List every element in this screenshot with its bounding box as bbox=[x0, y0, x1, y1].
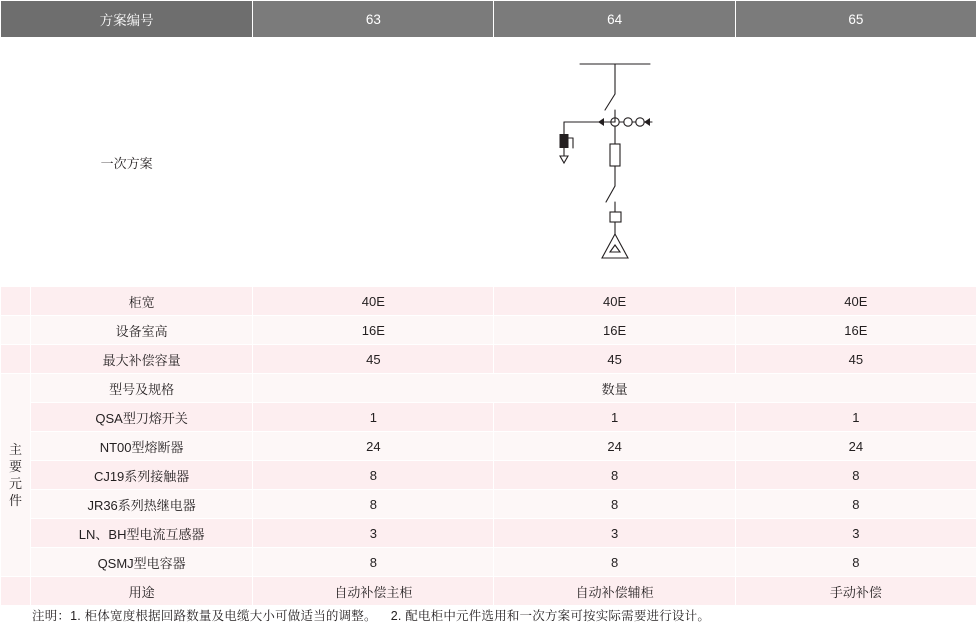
table-row bbox=[1, 548, 977, 577]
component-ct-63: 3 bbox=[253, 519, 494, 548]
row-capacity-63: 45 bbox=[253, 345, 494, 374]
usage-65: 手动补偿 bbox=[735, 577, 976, 606]
table-row bbox=[1, 519, 977, 548]
side-char-4: 件 bbox=[9, 493, 23, 508]
one-line-diagram-svg bbox=[540, 52, 690, 272]
component-label-qsmj: QSMJ型电容器 bbox=[31, 548, 253, 577]
component-nt00-63: 24 bbox=[253, 432, 494, 461]
component-label-cj19: CJ19系列接触器 bbox=[31, 461, 253, 490]
row-capacity-65: 45 bbox=[735, 345, 976, 374]
component-label-ct: LN、BH型电流互感器 bbox=[31, 519, 253, 548]
component-label-nt00: NT00型熔断器 bbox=[31, 432, 253, 461]
component-nt00-65: 24 bbox=[735, 432, 976, 461]
table-row-quantity-header bbox=[1, 374, 977, 403]
row-height-63: 16E bbox=[253, 316, 494, 345]
table-row bbox=[1, 345, 977, 374]
table-row-usage bbox=[1, 577, 977, 606]
table-row bbox=[1, 432, 977, 461]
table-row bbox=[1, 403, 977, 432]
component-cj19-63: 8 bbox=[253, 461, 494, 490]
component-jr36-65: 8 bbox=[735, 490, 976, 519]
diagram-cell-64 bbox=[494, 38, 735, 287]
row-capacity-64: 45 bbox=[494, 345, 735, 374]
diagram-cell-65 bbox=[735, 38, 976, 287]
table-row bbox=[1, 316, 977, 345]
qty-header-value: 数量 bbox=[253, 374, 977, 403]
component-qsmj-64: 8 bbox=[494, 548, 735, 577]
side-char-2: 要 bbox=[9, 459, 23, 474]
header-scheme-63: 63 bbox=[253, 1, 494, 38]
row-side-spacer bbox=[1, 287, 31, 316]
component-label-qsa: QSA型刀熔开关 bbox=[31, 403, 253, 432]
component-qsmj-65: 8 bbox=[735, 548, 976, 577]
row-width-64: 40E bbox=[494, 287, 735, 316]
row-height-65: 16E bbox=[735, 316, 976, 345]
usage-label: 用途 bbox=[31, 577, 253, 606]
table-row bbox=[1, 287, 977, 316]
component-qsa-65: 1 bbox=[735, 403, 976, 432]
header-scheme-label: 方案编号 bbox=[1, 1, 253, 38]
component-qsa-64: 1 bbox=[494, 403, 735, 432]
component-qsa-63: 1 bbox=[253, 403, 494, 432]
diagram-row bbox=[1, 38, 977, 287]
component-jr36-64: 8 bbox=[494, 490, 735, 519]
component-qsmj-63: 8 bbox=[253, 548, 494, 577]
footnote-prefix: 注明： bbox=[32, 609, 71, 623]
usage-side-spacer bbox=[1, 577, 31, 606]
component-cj19-65: 8 bbox=[735, 461, 976, 490]
footnote-item-2: 2. 配电柜中元件选用和一次方案可按实际需要进行设计。 bbox=[390, 609, 711, 623]
header-scheme-65: 65 bbox=[735, 1, 976, 38]
row-label-height: 设备室高 bbox=[31, 316, 253, 345]
row-side-spacer bbox=[1, 345, 31, 374]
table-header-row bbox=[1, 1, 977, 38]
row-label-width: 柜宽 bbox=[31, 287, 253, 316]
side-label-main-components bbox=[1, 374, 31, 577]
diagram-row-label: 一次方案 bbox=[1, 38, 253, 287]
single-line-diagram bbox=[494, 38, 734, 286]
footnote-item-1: 1. 柜体宽度根据回路数量及电缆大小可做适当的调整。 bbox=[70, 609, 377, 623]
component-ct-64: 3 bbox=[494, 519, 735, 548]
component-ct-65: 3 bbox=[735, 519, 976, 548]
qty-header-label: 型号及规格 bbox=[31, 374, 253, 403]
side-char-1: 主 bbox=[9, 442, 23, 457]
component-cj19-64: 8 bbox=[494, 461, 735, 490]
row-label-capacity: 最大补偿容量 bbox=[31, 345, 253, 374]
side-char-3: 元 bbox=[9, 476, 23, 491]
footnote bbox=[32, 606, 710, 624]
table-row bbox=[1, 490, 977, 519]
row-width-63: 40E bbox=[253, 287, 494, 316]
row-side-spacer bbox=[1, 316, 31, 345]
usage-63: 自动补偿主柜 bbox=[253, 577, 494, 606]
row-height-64: 16E bbox=[494, 316, 735, 345]
component-jr36-63: 8 bbox=[253, 490, 494, 519]
usage-64: 自动补偿辅柜 bbox=[494, 577, 735, 606]
row-width-65: 40E bbox=[735, 287, 976, 316]
component-nt00-64: 24 bbox=[494, 432, 735, 461]
table-row bbox=[1, 461, 977, 490]
diagram-cell-63 bbox=[253, 38, 494, 287]
header-scheme-64: 64 bbox=[494, 1, 735, 38]
component-label-jr36: JR36系列热继电器 bbox=[31, 490, 253, 519]
